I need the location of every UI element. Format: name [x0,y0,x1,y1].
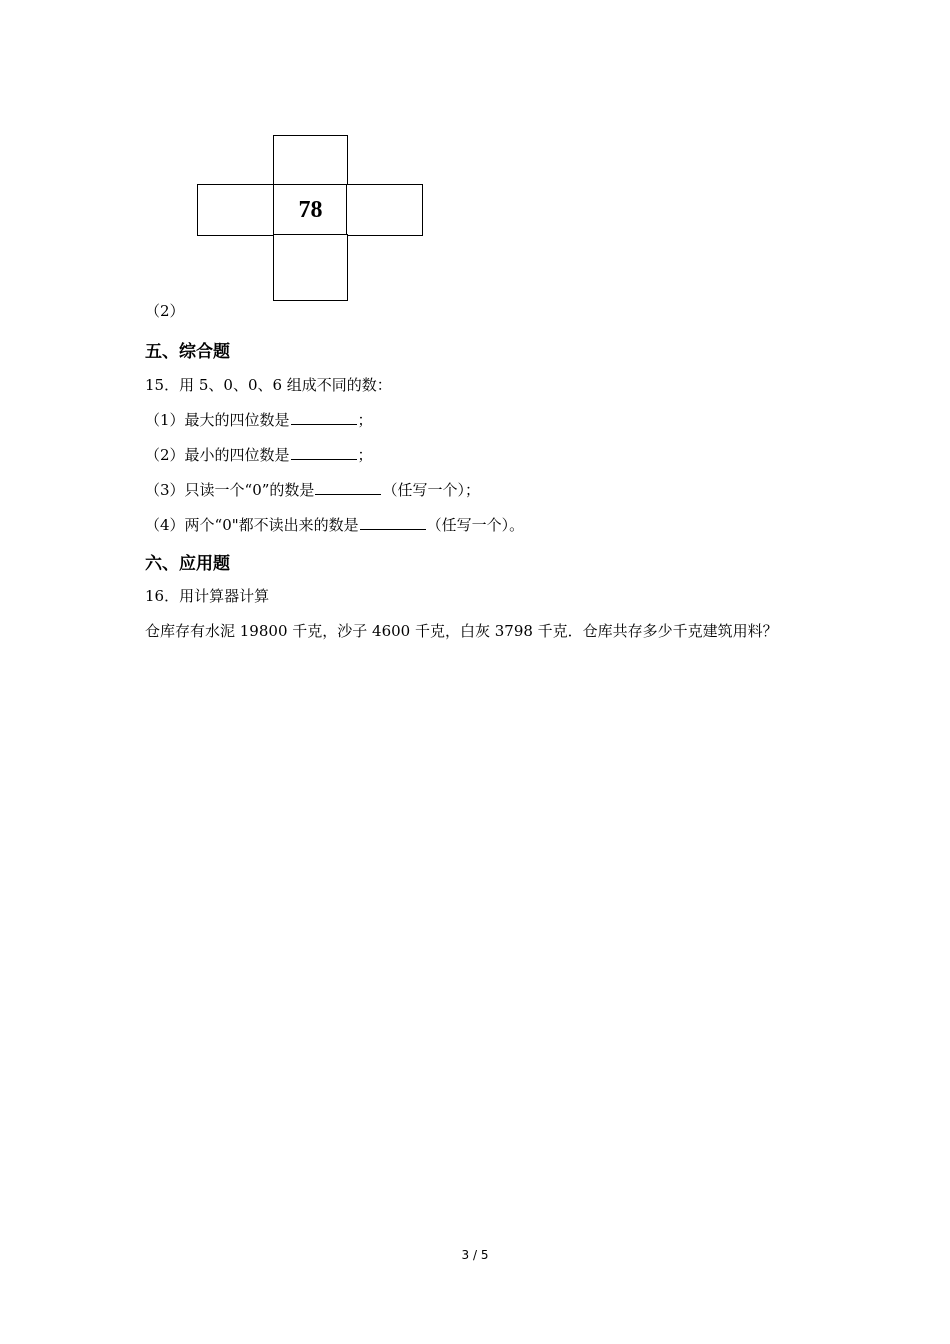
q15-item-3 [145,479,480,500]
answer-blank[interactable] [315,480,381,495]
q15-item-3-prefix: （3）只读一个“0”的数是 [145,481,315,499]
section5-title: 五、综合题 [145,342,230,362]
q15-stem: 15．用 5、0、0、6 组成不同的数： [145,376,392,394]
cross-cell-top [273,135,348,186]
cross-cell-center: 78 [273,184,348,236]
q15-item-4 [145,514,524,535]
answer-blank[interactable] [360,515,426,530]
q15-item-4-suffix: （任写一个）。 [426,516,525,534]
q15-item-1-suffix: ； [357,411,373,429]
q15-item-1 [145,409,373,430]
cross-cell-bottom [273,234,348,301]
q16-stem: 16．用计算器计算 [145,587,270,605]
answer-blank[interactable] [291,410,357,425]
page-number: 3 / 5 [461,1248,489,1262]
q15-item-2 [145,444,373,465]
q15-item-3-suffix: （任写一个）； [382,481,480,499]
q15-item-4-prefix: （4）两个“0"都不读出来的数是 [145,516,359,534]
q15-item-1-prefix: （1）最大的四位数是 [145,411,290,429]
answer-blank[interactable] [291,445,357,460]
figure-label: （2） [145,302,185,320]
cross-cell-right [346,184,423,236]
cross-cell-left [197,184,275,236]
q15-item-2-prefix: （2）最小的四位数是 [145,446,290,464]
q16-text: 仓库存有水泥 19800 千克，沙子 4600 千克，白灰 3798 千克．仓库共存多少千克建筑用料？ [145,622,778,640]
q15-item-2-suffix: ； [357,446,373,464]
section6-title: 六、应用题 [145,554,230,574]
